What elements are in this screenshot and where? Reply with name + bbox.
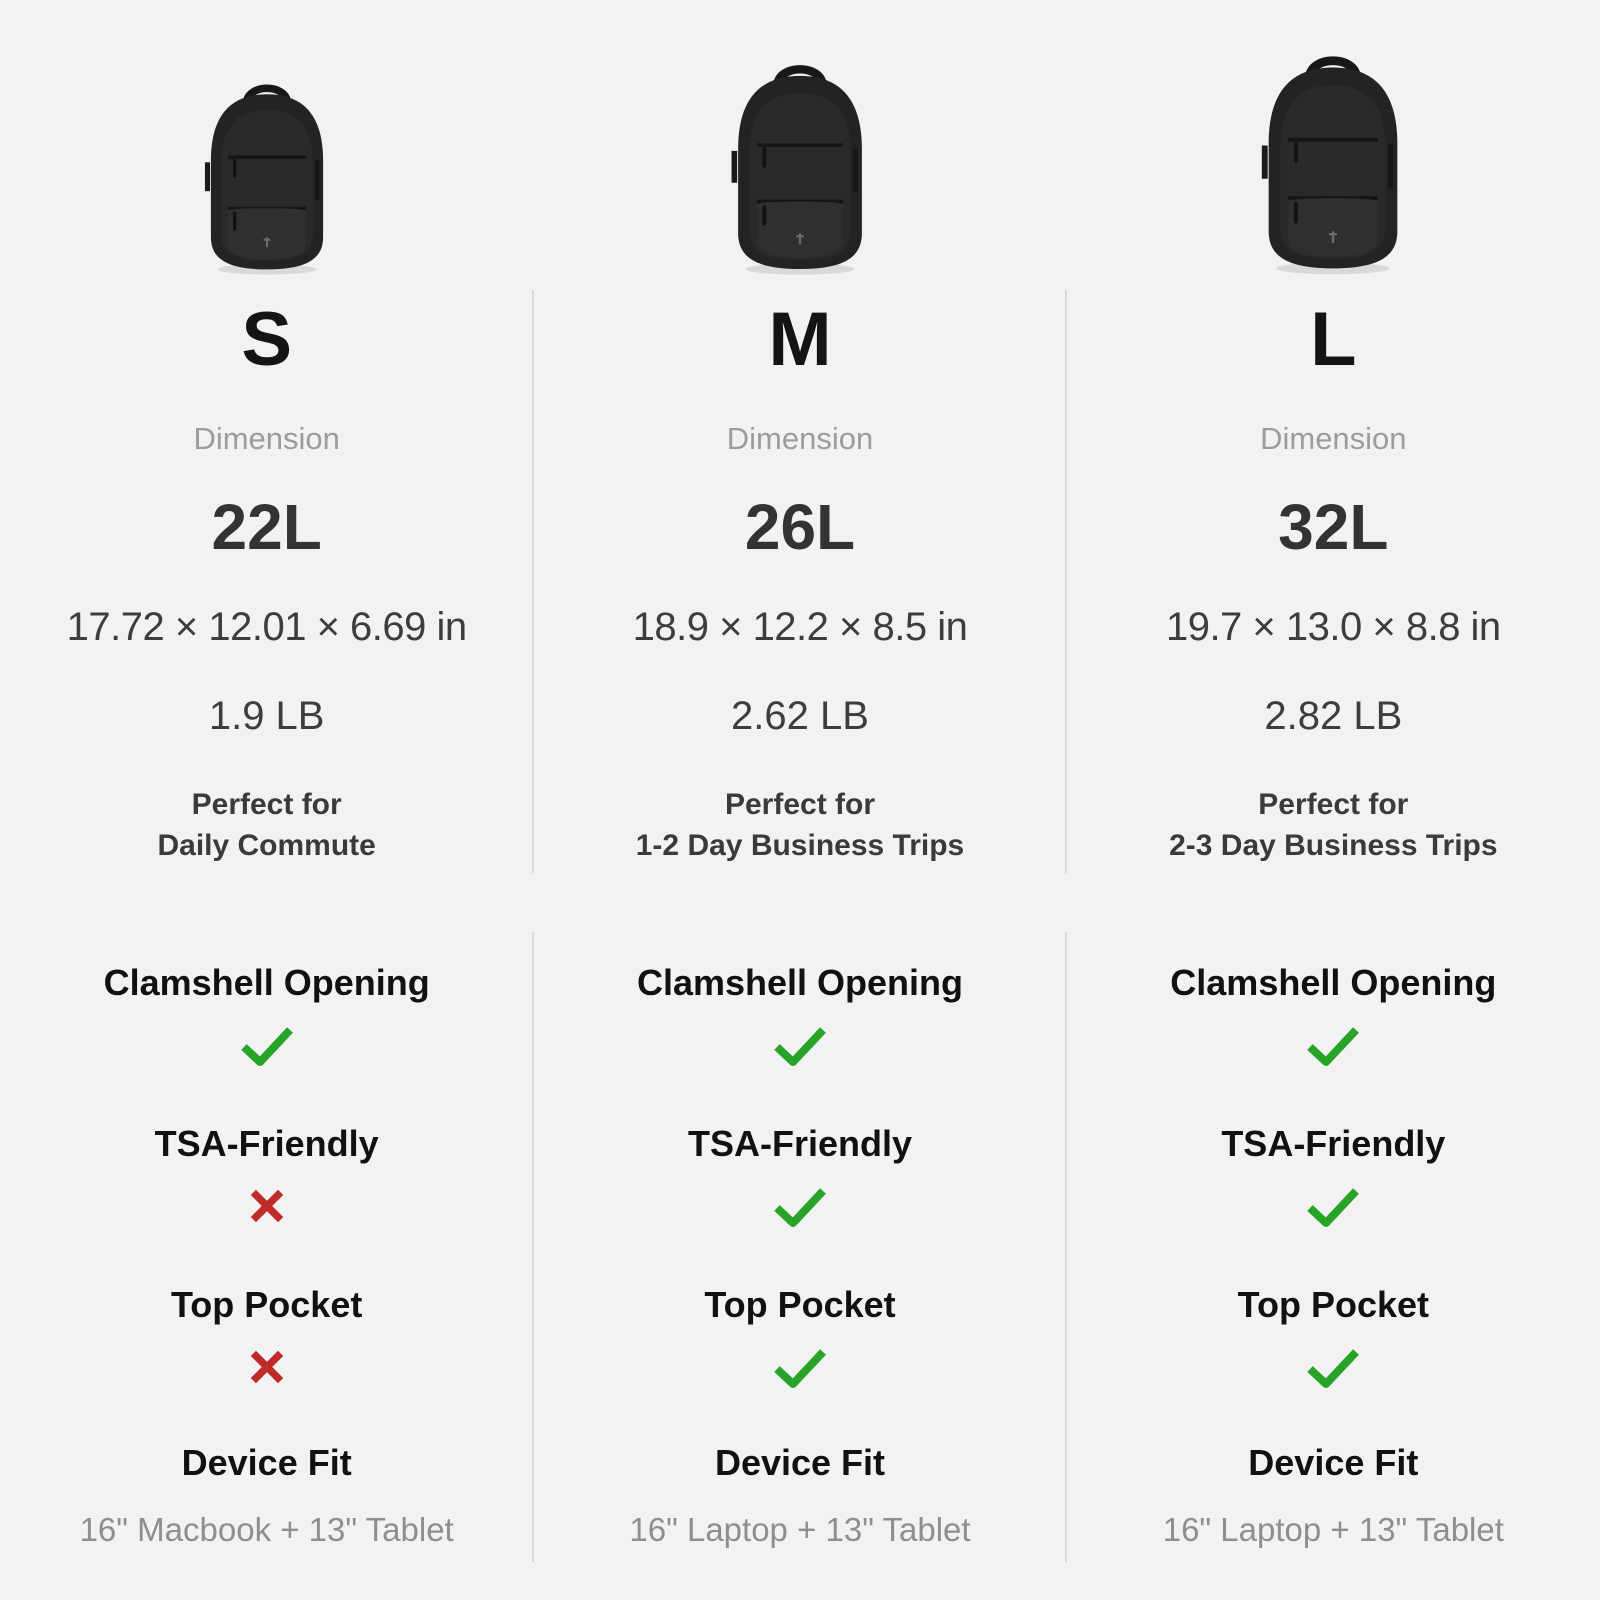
tsa-availability-mark (771, 1184, 829, 1228)
use-case-line1: Perfect for (191, 788, 342, 821)
size-column-m (533, 0, 1066, 1600)
cross-icon (246, 1346, 288, 1388)
tsa-availability-mark (246, 1184, 288, 1228)
weight-value: 2.62 LB (731, 694, 869, 738)
feature-label-top-pocket: Top Pocket (1237, 1284, 1429, 1325)
clamshell-availability-mark (238, 1023, 296, 1067)
use-case-line2: 2-3 Day Business Trips (1169, 829, 1498, 862)
use-case-line2: Daily Commute (157, 829, 376, 862)
dimension-label: Dimension (726, 421, 874, 456)
feature-label-tsa: TSA-Friendly (154, 1123, 379, 1164)
device-fit-label: Device Fit (714, 1442, 886, 1483)
clamshell-availability-mark (1304, 1023, 1362, 1067)
use-case (157, 784, 375, 866)
device-fit-value: 16" Laptop + 13" Tablet (629, 1511, 971, 1548)
feature-label-clamshell: Clamshell Opening (636, 962, 964, 1003)
clamshell-availability-mark (771, 1023, 829, 1067)
device-fit-label: Device Fit (1248, 1442, 1419, 1483)
size-in-inches: 19.7 × 13.0 × 8.8 in (1165, 605, 1501, 649)
device-fit-value: 16" Macbook + 13" Tablet (79, 1511, 454, 1548)
checkmark-icon (771, 1345, 829, 1389)
size-letter: M (768, 297, 832, 382)
use-case-line1: Perfect for (724, 788, 876, 821)
top-pocket-availability-mark (1304, 1345, 1362, 1389)
cross-icon (246, 1185, 288, 1227)
backpack-image (725, 59, 875, 277)
size-letter: L (1310, 297, 1357, 382)
size-column-l (1067, 0, 1600, 1600)
size-column-s (0, 0, 533, 1600)
volume-value: 32L (1278, 491, 1389, 563)
feature-label-tsa: TSA-Friendly (1221, 1123, 1446, 1164)
backpack-photo-wrap (1255, 0, 1411, 290)
weight-value: 1.9 LB (208, 694, 325, 738)
size-in-inches: 17.72 × 12.01 × 6.69 in (66, 605, 467, 649)
backpack-photo-wrap (725, 0, 875, 290)
backpack-image (1255, 50, 1411, 276)
device-fit-label: Device Fit (181, 1442, 352, 1483)
use-case (636, 784, 964, 866)
weight-value: 2.82 LB (1264, 694, 1403, 738)
dimension-label: Dimension (1260, 421, 1407, 456)
feature-label-tsa: TSA-Friendly (687, 1123, 912, 1164)
checkmark-icon (771, 1023, 829, 1067)
tsa-availability-mark (1304, 1184, 1362, 1228)
use-case (1169, 784, 1497, 866)
feature-label-top-pocket: Top Pocket (704, 1284, 896, 1325)
device-fit-value: 16" Laptop + 13" Tablet (1162, 1511, 1504, 1548)
feature-label-top-pocket: Top Pocket (170, 1284, 363, 1325)
checkmark-icon (771, 1184, 829, 1228)
feature-label-clamshell: Clamshell Opening (1170, 962, 1497, 1003)
dimension-label: Dimension (193, 421, 340, 456)
backpack-image (199, 79, 335, 276)
volume-value: 26L (744, 491, 856, 563)
use-case-line1: Perfect for (1258, 788, 1409, 821)
checkmark-icon (1304, 1345, 1362, 1389)
size-in-inches: 18.9 × 12.2 × 8.5 in (632, 605, 968, 649)
size-letter: S (241, 297, 293, 382)
checkmark-icon (1304, 1184, 1362, 1228)
checkmark-icon (238, 1023, 296, 1067)
top-pocket-availability-mark (246, 1345, 288, 1389)
volume-value: 22L (211, 491, 322, 563)
top-pocket-availability-mark (771, 1345, 829, 1389)
backpack-photo-wrap (199, 0, 335, 290)
feature-label-clamshell: Clamshell Opening (103, 962, 430, 1003)
use-case-line2: 1-2 Day Business Trips (635, 829, 965, 862)
checkmark-icon (1304, 1023, 1362, 1067)
